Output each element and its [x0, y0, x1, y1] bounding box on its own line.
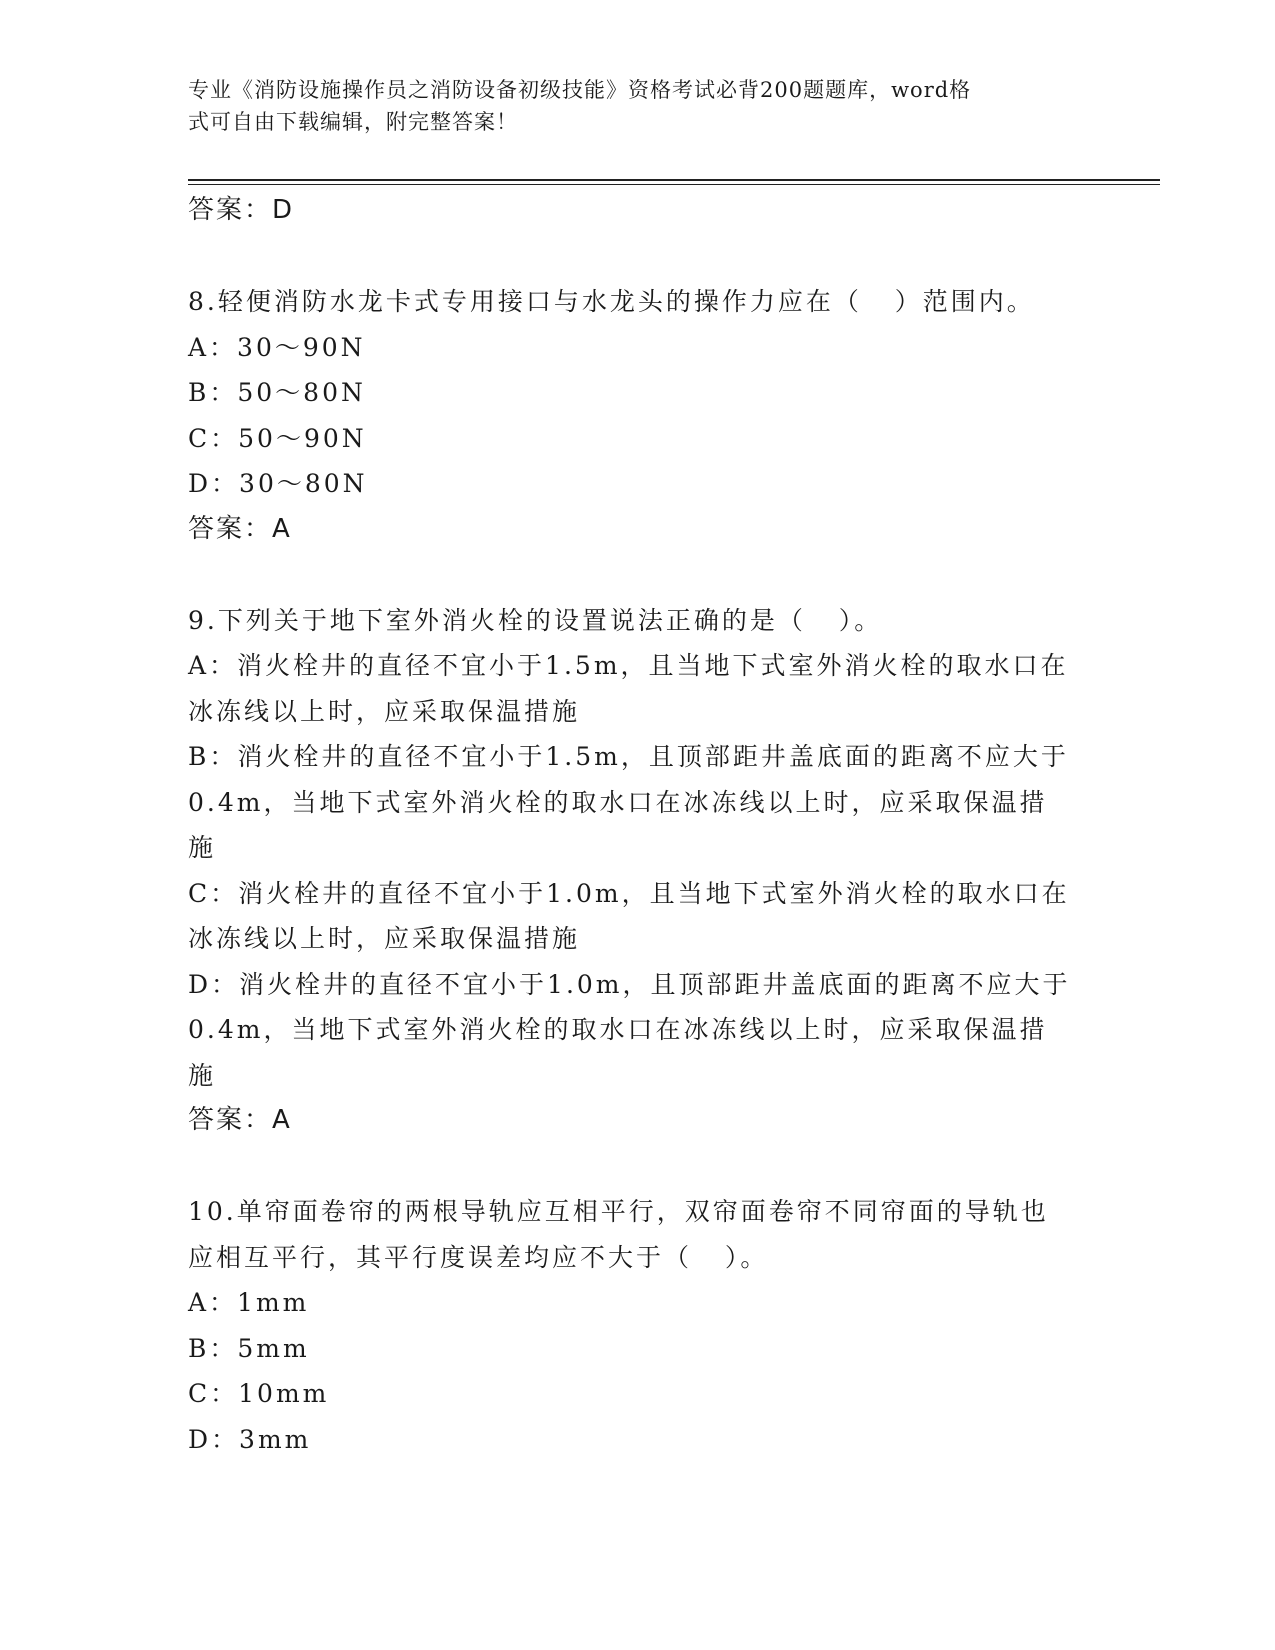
question-9-option-d-line-2: 0.4m，当地下式室外消火栓的取水口在冰冻线以上时，应采取保温措: [188, 1015, 1048, 1044]
question-8-option-c: C：50～90N: [188, 423, 367, 453]
question-9-option-b-line-2: 0.4m，当地下式室外消火栓的取水口在冰冻线以上时，应采取保温措: [188, 787, 1048, 817]
question-9-option-b-line-1: B：消火栓井的直径不宜小于1.5m，且顶部距井盖底面的距离不应大于: [188, 742, 1069, 771]
header-line-1: 专业《消防设施操作员之消防设备初级技能》资格考试必背200题题库，word格: [188, 78, 972, 102]
question-10-option-b: B：5mm: [188, 1333, 310, 1363]
question-9-option-a-line-1: A：消火栓井的直径不宜小于1.5m，且当地下式室外消火栓的取水口在: [188, 651, 1069, 680]
question-8-answer: 答案：A: [188, 513, 292, 544]
question-9-answer: 答案：A: [188, 1105, 292, 1135]
previous-answer: 答案：D: [188, 195, 295, 225]
question-8-option-a: A：30～90N: [188, 332, 366, 362]
header-divider-thick: [188, 179, 1160, 181]
question-8: [188, 279, 1088, 552]
spacer: [188, 552, 1088, 598]
spacer: [188, 1144, 1088, 1190]
question-9-text: 9.下列关于地下室外消火栓的设置说法正确的是（ ）。: [188, 605, 883, 635]
question-8-option-b: B：50～80N: [188, 378, 366, 407]
question-10-option-a: A：1mm: [188, 1288, 310, 1317]
header-line-2: 式可自由下载编辑，附完整答案！: [188, 110, 518, 134]
question-9: [188, 598, 1088, 1144]
document-header: [188, 74, 1078, 138]
question-9-option-b-line-3: 施: [188, 833, 217, 862]
question-8-option-d: D：30～80N: [188, 469, 368, 498]
question-10-option-d: D：3mm: [188, 1424, 312, 1454]
question-9-option-d-line-1: D：消火栓井的直径不宜小于1.0m，且顶部距井盖底面的距离不应大于: [188, 969, 1071, 999]
question-8-text: 8.轻便消防水龙卡式专用接口与水龙头的操作力应在（ ）范围内。: [188, 287, 1035, 316]
question-10-text-line-2: 应相互平行，其平行度误差均应不大于（ ）。: [188, 1242, 769, 1272]
question-content: [188, 188, 1088, 1462]
question-9-option-c-line-2: 冰冻线以上时，应采取保温措施: [188, 924, 581, 953]
question-9-option-a-line-2: 冰冻线以上时，应采取保温措施: [188, 696, 581, 726]
spacer: [188, 234, 1088, 280]
question-10: [188, 1189, 1088, 1462]
question-10-option-c: C：10mm: [188, 1379, 330, 1408]
question-9-option-c-line-1: C：消火栓井的直径不宜小于1.0m，且当地下式室外消火栓的取水口在: [188, 878, 1070, 908]
header-divider-thin: [188, 184, 1160, 185]
question-10-text-line-1: 10.单帘面卷帘的两根导轨应互相平行，双帘面卷帘不同帘面的导轨也: [188, 1197, 1049, 1226]
question-9-option-d-line-3: 施: [188, 1060, 217, 1090]
